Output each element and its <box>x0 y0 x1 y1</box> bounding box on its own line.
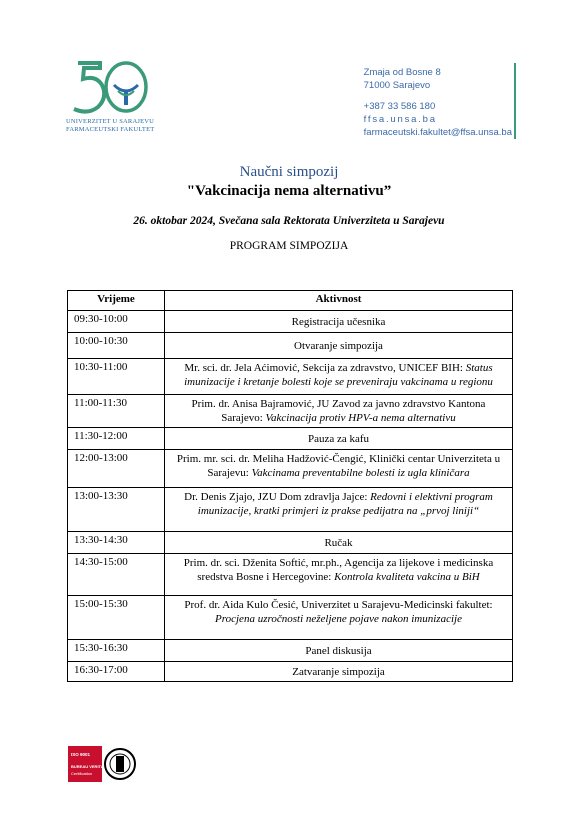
email-address[interactable]: farmaceutski.fakultet@ffsa.unsa.ba <box>363 127 512 138</box>
table-row <box>68 395 513 428</box>
row-activity <box>165 311 513 333</box>
activity-text: Prof. dr. Aida Kulo Česić, Univerzitet u Sarajevu-Medicinski fakultet: <box>184 599 493 611</box>
logo-caption-line2: FARMACEUTSKI FAKULTET <box>66 126 155 133</box>
table-row <box>68 359 513 395</box>
activity-topic: Vakcinama preventabilne bolesti iz ugla kliničara <box>251 467 470 479</box>
website: ffsa.unsa.ba <box>363 114 437 125</box>
activity-text: Zatvaranje simpozija <box>292 665 385 678</box>
activity-topic: Status imunizacije i kretanje bolesti koje se preveniraju vakcinama u regionu <box>184 362 493 388</box>
row-activity <box>165 333 513 359</box>
table-row <box>68 311 513 333</box>
activity-text: Registracija učesnika <box>291 315 386 328</box>
badge-cert: Certification <box>71 771 93 776</box>
row-time: 13:00-13:30 <box>68 488 165 532</box>
row-time: 13:30-14:30 <box>68 532 165 554</box>
row-activity <box>165 450 513 488</box>
contact-divider <box>514 63 516 139</box>
row-activity <box>165 662 513 682</box>
table-row <box>68 640 513 662</box>
badge-bv: BUREAU VERITAS <box>71 764 107 769</box>
activity-topic: Vakcinacija protiv HPV-a nema alternativu <box>265 412 456 424</box>
row-time: 14:30-15:00 <box>68 554 165 596</box>
contact-info <box>364 66 512 139</box>
activity-text: Ručak <box>324 536 353 549</box>
symposium-title: "Vakcinacija nema alternativu” <box>186 183 392 199</box>
row-time: 11:00-11:30 <box>68 395 165 428</box>
activity-text: Otvaranje simpozija <box>294 339 383 352</box>
row-time: 09:30-10:00 <box>68 311 165 333</box>
row-activity <box>165 554 513 596</box>
date-location: 26. oktobar 2024, Svečana sala Rektorata Univerziteta u Sarajevu <box>133 215 445 227</box>
activity-text: Dr. Denis Zjajo, JZU Dom zdravlja Jajce: <box>184 491 371 503</box>
activity-text: Prim. dr. Anisa Bajramović, JU Zavod za javno zdravstvo Kantona Sarajevo: <box>191 398 486 424</box>
logo-caption-line1: UNIVERZITET U SARAJEVU <box>66 118 155 125</box>
row-activity <box>165 596 513 640</box>
address-line1: Zmaja od Bosne 8 <box>363 67 441 78</box>
activity-topic: Procjena uzročnosti neželjene pojave nakon imunizacije <box>215 613 462 625</box>
table-row <box>68 488 513 532</box>
logo-caption <box>66 118 186 134</box>
activity-text: Prim. mr. sci. dr. Meliha Hadžović-Čengić, Klinički centar Univerziteta u Sarajevu: <box>176 453 501 479</box>
table-row <box>68 450 513 488</box>
activity-text: Pauza za kafu <box>307 432 370 445</box>
table-row <box>68 333 513 359</box>
symposium-heading: Naučni simpozij <box>239 164 339 180</box>
row-activity <box>165 488 513 532</box>
program-heading: PROGRAM SIMPOZIJA <box>229 240 349 252</box>
row-time: 10:30-11:00 <box>68 359 165 395</box>
row-activity <box>165 395 513 428</box>
activity-text: Panel diskusija <box>305 644 372 657</box>
table-row <box>68 554 513 596</box>
activity-text: Prim. dr. sci. Dženita Softić, mr.ph., Agencija za lijekove i medicinska sredstva Bosne i Hercegovine: <box>183 557 494 583</box>
activity-text: Mr. sci. dr. Jela Aćimović, Sekcija za zdravstvo, UNICEF BIH: <box>184 362 466 374</box>
table-row <box>68 662 513 682</box>
table-row <box>68 532 513 554</box>
row-activity <box>165 532 513 554</box>
address-line2: 71000 Sarajevo <box>363 80 431 91</box>
row-time: 10:00-10:30 <box>68 333 165 359</box>
table-row <box>68 596 513 640</box>
row-time: 12:00-13:00 <box>68 450 165 488</box>
phone-number: +387 33 586 180 <box>363 101 436 112</box>
activity-topic: Redovni i elektivni program imunizacije, kratki primjeri iz prakse pedijatra na „prvoj liniji“ <box>197 491 493 517</box>
row-activity <box>165 640 513 662</box>
table-header-row <box>68 291 513 311</box>
header-activity: Aktivnost <box>165 291 513 311</box>
table-row <box>68 428 513 450</box>
header-time: Vrijeme <box>68 291 165 311</box>
row-activity <box>165 359 513 395</box>
row-time: 15:30-16:30 <box>68 640 165 662</box>
schedule-table <box>67 290 513 682</box>
row-time: 15:00-15:30 <box>68 596 165 640</box>
row-activity <box>165 428 513 450</box>
badge-iso: ISO 9001 <box>71 752 91 757</box>
certification-badge <box>68 744 138 784</box>
row-time: 16:30-17:00 <box>68 662 165 682</box>
activity-topic: Kontrola kvaliteta vakcina u BiH <box>334 571 480 583</box>
row-time: 11:30-12:00 <box>68 428 165 450</box>
